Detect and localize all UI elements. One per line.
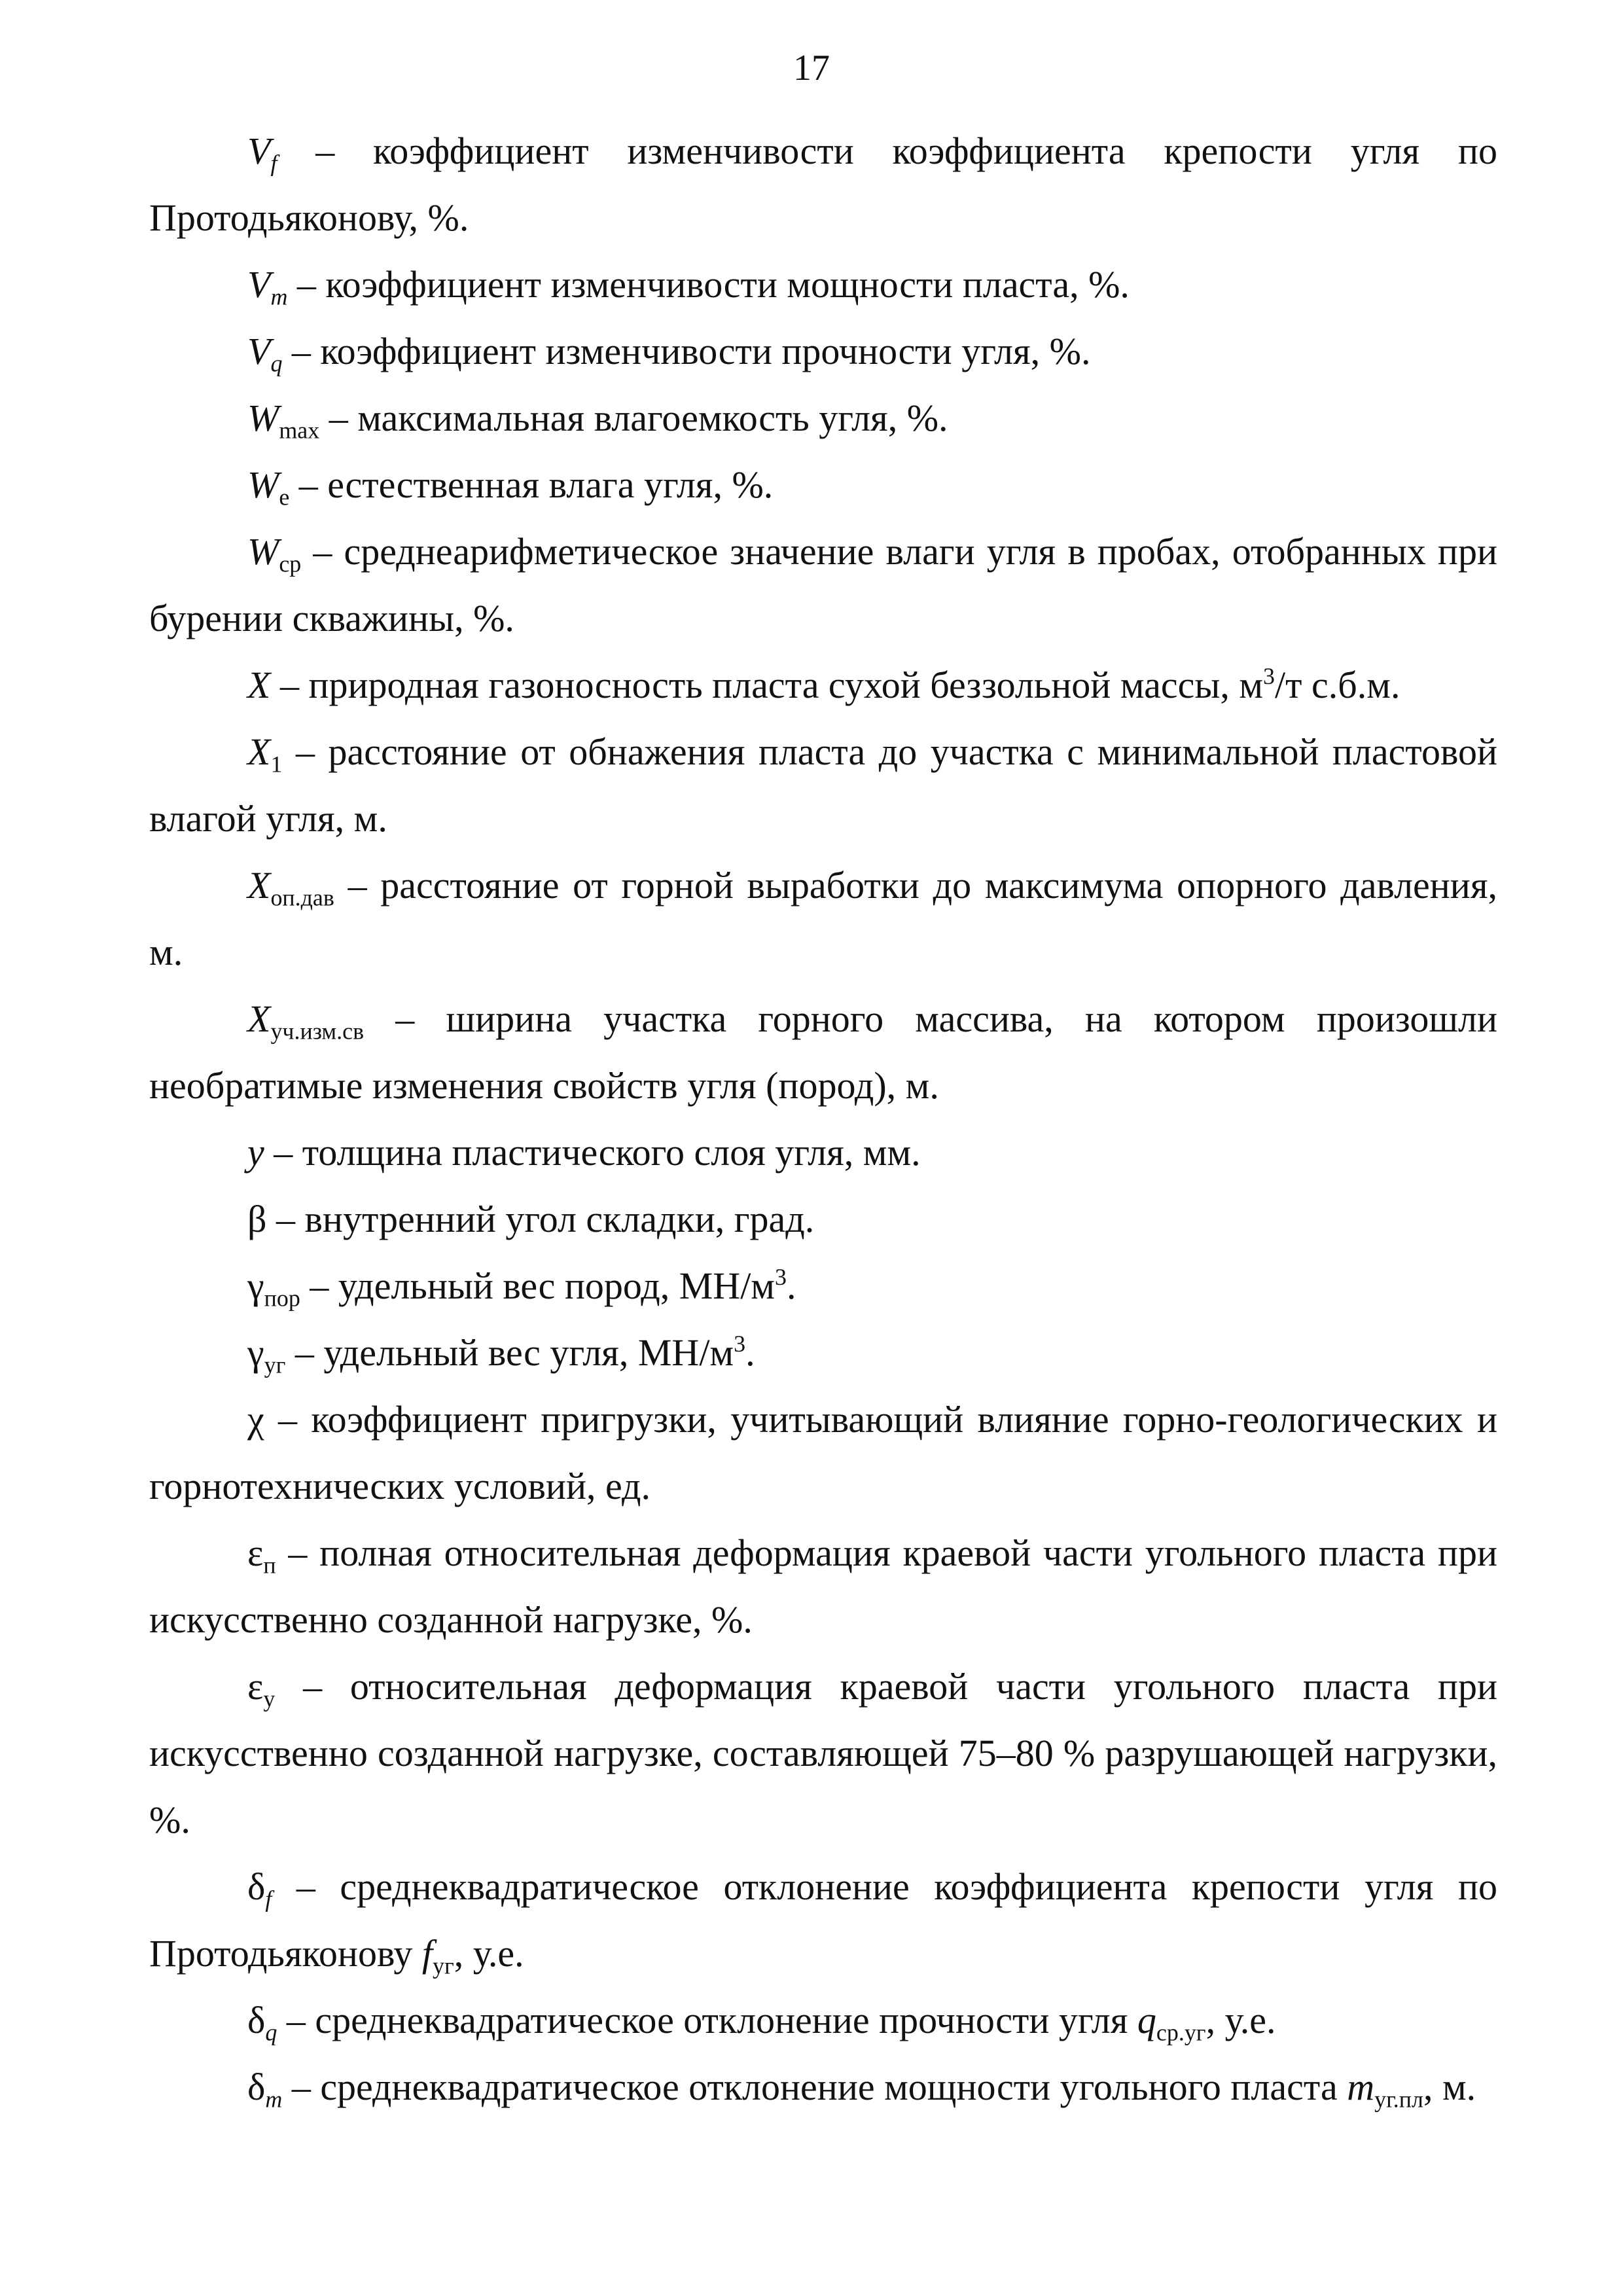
reference-subscript: уг.пл [1374, 2086, 1423, 2113]
superscript: 3 [734, 1331, 746, 1357]
dash: – [294, 1331, 314, 1374]
symbol: ε [247, 1532, 264, 1574]
symbol: X [247, 997, 271, 1040]
reference-subscript: ср.уг [1156, 2019, 1206, 2046]
dash: – [279, 664, 299, 706]
definition-eps-y [149, 1653, 1497, 1854]
symbol: γ [247, 1331, 264, 1374]
definition-text-end: . [787, 1265, 796, 1307]
dash: – [313, 530, 332, 573]
definition-delta-m [149, 2054, 1497, 2121]
definition-text: удельный вес угля, МН/м [313, 1331, 734, 1374]
definition-text: естественная влага угля, %. [317, 463, 774, 506]
definition-gamma-ug [149, 1319, 1497, 1386]
dash: – [303, 1665, 323, 1708]
dash: – [296, 1865, 315, 1908]
definition-text: среднеквадратическое отклонение прочности угля [305, 1999, 1137, 2041]
definition-text: расстояние от горной выработки до максимума опорного давления, м. [149, 864, 1498, 973]
definition-text: расстояние от обнажения пласта до участка с минимальной пластовой влагой угля, м. [149, 730, 1498, 840]
dash: – [348, 864, 367, 906]
definition-text-end: . [745, 1331, 755, 1374]
definition-text-end: , у.е. [1205, 1999, 1276, 2041]
symbol-subscript: ср [279, 550, 302, 577]
superscript: 3 [775, 1264, 787, 1291]
symbol: V [247, 330, 271, 372]
symbol-subscript: max [279, 417, 320, 444]
symbol: X [247, 664, 271, 706]
definition-wcp [149, 518, 1497, 652]
reference-symbol: m [1347, 2066, 1375, 2108]
definition-text: среднеквадратическое отклонение мощности угольного пласта [310, 2066, 1347, 2108]
symbol: W [247, 463, 279, 506]
dash: – [310, 1265, 329, 1307]
definition-chi [149, 1386, 1497, 1520]
definition-x1 [149, 719, 1497, 852]
page-number: 17 [793, 48, 830, 88]
dash: – [274, 1131, 293, 1174]
symbol: X [247, 864, 271, 906]
symbol: V [247, 130, 271, 172]
definition-x-uch-izm-sv [149, 986, 1497, 1119]
definition-we [149, 452, 1497, 518]
definition-beta [149, 1186, 1497, 1253]
symbol: W [247, 530, 279, 573]
dash: – [291, 2066, 311, 2108]
symbol-subscript: f [265, 1886, 272, 1912]
symbol-subscript: f [270, 150, 277, 177]
symbol: W [247, 397, 279, 439]
symbol-subscript: q [270, 350, 283, 377]
reference-subscript: уг [432, 1952, 454, 1979]
definition-y [149, 1119, 1497, 1186]
definition-text-end: /т с.б.м. [1275, 664, 1400, 706]
dash: – [296, 263, 316, 306]
symbol: χ [247, 1398, 264, 1441]
reference-symbol: q [1137, 1999, 1156, 2041]
symbol: δ [247, 2066, 266, 2108]
symbol-subscript: m [270, 283, 288, 310]
definition-gamma-por [149, 1253, 1497, 1319]
superscript: 3 [1263, 663, 1275, 690]
symbol: X [247, 730, 271, 773]
definition-text: природная газоносность пласта сухой беззольной массы, м [298, 664, 1264, 706]
dash: – [395, 997, 415, 1040]
definition-eps-p [149, 1520, 1497, 1653]
symbol: V [247, 263, 271, 306]
definition-text: удельный вес пород, МН/м [329, 1265, 776, 1307]
dash: – [278, 1398, 298, 1441]
definition-text: относительная деформация краевой части угольного пласта при искусственно созданной нагрузке, составляющей 75–80 % разрушающей нагрузки, %. [149, 1665, 1498, 1841]
reference-symbol: f [421, 1932, 433, 1975]
dash: – [298, 463, 318, 506]
definition-text-end: , у.е. [454, 1932, 524, 1975]
definition-text: полная относительная деформация краевой части угольного пласта при искусственно созданной нагрузке, %. [149, 1532, 1497, 1641]
definition-text: среднеарифметическое значение влаги угля в пробах, отобранных при бурении скважины, %. [149, 530, 1498, 639]
symbol: ε [247, 1665, 264, 1708]
definition-text: максимальная влагоемкость угля, %. [348, 397, 948, 439]
definition-vf [149, 118, 1497, 251]
dash: – [329, 397, 348, 439]
symbol: γ [247, 1265, 264, 1307]
definition-text: толщина пластического слоя угля, мм. [293, 1131, 921, 1174]
dash: – [315, 130, 335, 172]
definition-text: коэффициент изменчивости коэффициента крепости угля по Протодьяконову, %. [149, 130, 1497, 239]
dash: – [295, 730, 315, 773]
symbol-subscript: е [279, 484, 290, 511]
symbol-subscript: уг [264, 1352, 286, 1378]
definition-vq [149, 318, 1497, 385]
symbol-subscript: пор [264, 1285, 300, 1312]
symbol: δ [247, 1865, 266, 1908]
definitions-list [149, 118, 1497, 2121]
symbol-subscript: m [265, 2086, 283, 2113]
definition-text: среднеквадратическое отклонение коэффициента крепости угля по Протодьяконову [149, 1865, 1497, 1975]
definition-delta-q [149, 1987, 1497, 2054]
symbol-subscript: п [263, 1552, 276, 1579]
symbol-subscript: 1 [270, 751, 283, 778]
dash: – [291, 330, 311, 372]
definition-text: коэффициент изменчивости мощности пласта, %. [315, 263, 1130, 306]
symbol-subscript: q [265, 2019, 277, 2046]
symbol: δ [247, 1999, 266, 2041]
dash: – [286, 1999, 306, 2041]
definition-text: внутренний угол складки, град. [295, 1198, 815, 1240]
symbol-subscript: уч.изм.св [270, 1018, 365, 1045]
definition-text-end: , м. [1423, 2066, 1476, 2108]
dash: – [276, 1198, 296, 1240]
symbol-subscript: у [263, 1685, 276, 1712]
definition-x-op-dav [149, 852, 1497, 986]
definition-wmax [149, 385, 1497, 452]
definition-text: ширина участка горного массива, на котором произошли необратимые изменения свойств угля (пород), м. [149, 997, 1497, 1107]
definition-delta-f [149, 1854, 1497, 1987]
symbol: β [247, 1198, 267, 1240]
dash: – [288, 1532, 308, 1574]
definition-text: коэффициент пригрузки, учитывающий влияние горно-геологических и горнотехнических условий, ед. [149, 1398, 1498, 1507]
definition-text: коэффициент изменчивости прочности угля, %. [310, 330, 1091, 372]
symbol: y [247, 1131, 264, 1174]
definition-x [149, 652, 1497, 719]
definition-vm [149, 251, 1497, 318]
symbol-subscript: оп.дав [270, 884, 334, 911]
